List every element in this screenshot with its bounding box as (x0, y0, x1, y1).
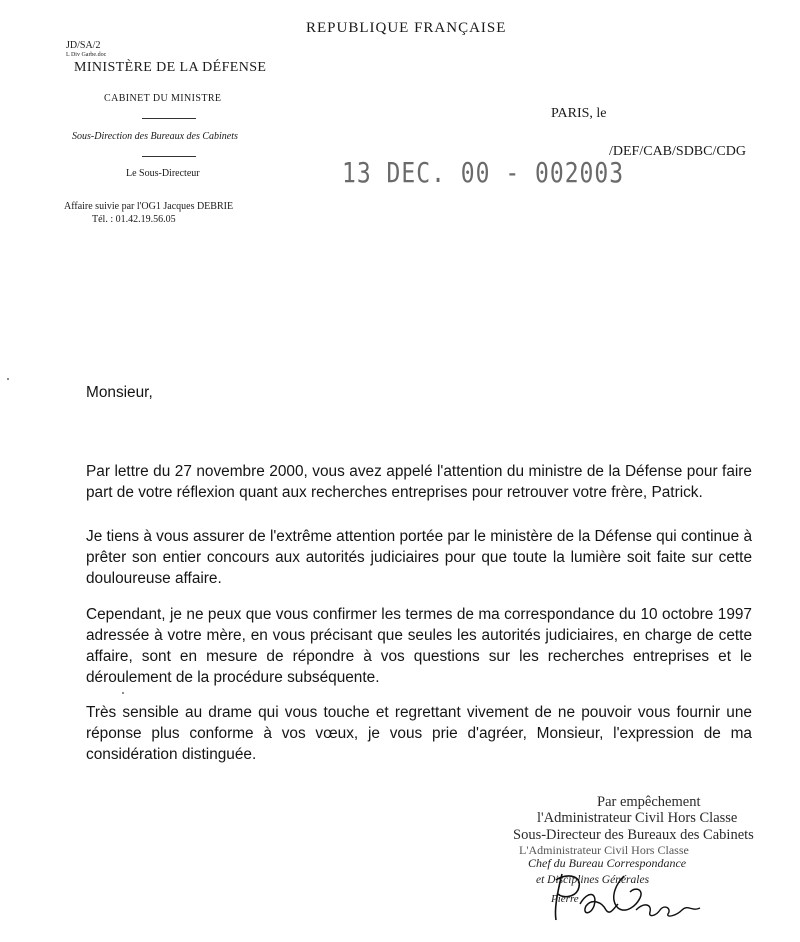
paragraph: Très sensible au drame qui vous touche et regrettant vivement de ne pouvoir vous fournir une réponse plus conforme à vos vœux, je vous prie d'agréer, Monsieur, l'expression de ma considération distinguée. (86, 704, 752, 763)
signature-line: Pierre (551, 893, 579, 905)
place-date: PARIS, le (551, 106, 607, 121)
paragraph: Par lettre du 27 novembre 2000, vous avez appelé l'attention du ministre de la Défense pour faire part de votre réflexion quant aux recherches entreprises pour retrouver votre frère, Patrick. (86, 463, 752, 501)
signature-line: Chef du Bureau Correspondance (528, 856, 687, 870)
signature-line: l'Administrateur Civil Hors Classe (537, 810, 738, 826)
ministry-name: MINISTÈRE DE LA DÉFENSE (74, 60, 267, 75)
signature-line: Par empêchement (597, 794, 701, 810)
phone-number: Tél. : 01.42.19.56.05 (92, 214, 176, 225)
signature-line: L'Administrateur Civil Hors Classe (519, 843, 689, 857)
case-handler: Affaire suivie par l'OG1 Jacques DEBRIE (64, 201, 234, 212)
file-reference: L Div Garbe.doc (66, 52, 107, 58)
date-stamp: 13 DEC. 00 - 002003 (342, 158, 625, 190)
divider (142, 156, 196, 157)
sous-direction-name: Sous-Direction des Bureaux des Cabinets (72, 131, 238, 142)
salutation: Monsieur, (86, 384, 153, 401)
document-reference: JD/SA/2 (66, 40, 101, 51)
sous-directeur-title: Le Sous-Directeur (126, 168, 200, 179)
handwritten-signature (540, 868, 710, 928)
scan-speck (122, 692, 124, 694)
republic-heading: REPUBLIQUE FRANÇAISE (306, 20, 507, 36)
cabinet-name: CABINET DU MINISTRE (104, 93, 222, 104)
paragraph: Je tiens à vous assurer de l'extrême attention portée par le ministère de la Défense qui continue à prêter son entier concours aux autorités judiciaires pour que toute la lumière soit faite sur cette douloureuse affaire. (86, 528, 752, 587)
signature-line: Sous-Directeur des Bureaux des Cabinets (513, 827, 754, 843)
paragraph: Cependant, je ne peux que vous confirmer les termes de ma correspondance du 10 octobre 1997 adressée à votre mère, en vous précisant que seules les autorités judiciaires, en charge de cette affaire, sont en mesure de répondre à vos questions sur les recherches entreprises et le déroulement de la procédure subséquente. (86, 606, 752, 686)
reference-code: /DEF/CAB/SDBC/CDG (609, 144, 746, 159)
scan-speck (7, 378, 9, 380)
divider (142, 118, 196, 119)
signature-line: et Disciplines Générales (536, 874, 650, 886)
